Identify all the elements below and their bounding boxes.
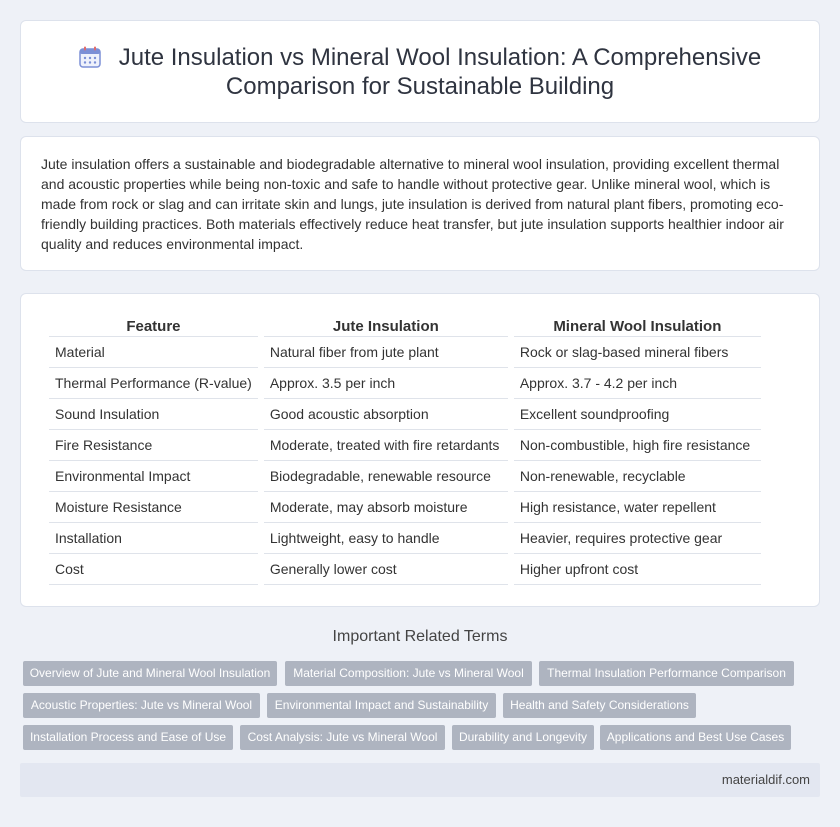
table-row	[49, 492, 761, 523]
mineral-wool-cell: Rock or slag-based mineral fibers	[514, 337, 761, 368]
table-header-row	[49, 315, 761, 337]
footer	[20, 763, 820, 797]
mineral-wool-cell: Approx. 3.7 - 4.2 per inch	[514, 368, 761, 399]
related-tag[interactable]: Durability and Longevity	[452, 725, 594, 750]
feature-cell: Moisture Resistance	[49, 492, 258, 523]
feature-cell: Sound Insulation	[49, 399, 258, 430]
jute-cell: Moderate, treated with fire retardants	[264, 430, 508, 461]
related-tag[interactable]: Thermal Insulation Performance Comparison	[539, 661, 794, 686]
related-tag[interactable]: Acoustic Properties: Jute vs Mineral Wool	[23, 693, 260, 718]
table-row	[49, 523, 761, 554]
footer-site[interactable]: materialdif.com	[721, 772, 810, 787]
feature-cell: Thermal Performance (R-value)	[49, 368, 258, 399]
feature-cell: Environmental Impact	[49, 461, 258, 492]
table-row	[49, 430, 761, 461]
related-tag[interactable]: Environmental Impact and Sustainability	[267, 693, 496, 718]
jute-cell: Generally lower cost	[264, 554, 508, 585]
table-row	[49, 337, 761, 368]
mineral-wool-cell: High resistance, water repellent	[514, 492, 761, 523]
feature-cell: Installation	[49, 523, 258, 554]
jute-cell: Approx. 3.5 per inch	[264, 368, 508, 399]
jute-cell: Biodegradable, renewable resource	[264, 461, 508, 492]
header-card	[20, 20, 820, 123]
mineral-wool-cell: Heavier, requires protective gear	[514, 523, 761, 554]
mineral-wool-cell: Higher upfront cost	[514, 554, 761, 585]
jute-cell: Moderate, may absorb moisture	[264, 492, 508, 523]
mineral-wool-cell: Non-renewable, recyclable	[514, 461, 761, 492]
table-row	[49, 368, 761, 399]
intro-text: Jute insulation offers a sustainable and biodegradable alternative to mineral wool insulation, providing excellent thermal and acoustic properties while being non-toxic and safe to handle without protective gear. Unlike mineral wool, which is made from rock or slag and can irritate skin and lungs, jute insulation is derived from natural plant fibers, promoting eco-friendly building practices. Both materials effectively reduce heat transfer, but jute insulation supports healthier indoor air quality and reduces environmental impact.	[41, 156, 784, 252]
page-title-wrap	[21, 43, 819, 101]
feature-cell: Material	[49, 337, 258, 368]
related-tag[interactable]: Applications and Best Use Cases	[600, 725, 791, 750]
related-tag[interactable]: Cost Analysis: Jute vs Mineral Wool	[240, 725, 445, 750]
jute-cell: Good acoustic absorption	[264, 399, 508, 430]
feature-cell: Cost	[49, 554, 258, 585]
mineral-wool-cell: Non-combustible, high fire resistance	[514, 430, 761, 461]
table-row	[49, 554, 761, 585]
related-tag[interactable]: Overview of Jute and Mineral Wool Insulation	[23, 661, 277, 686]
header-feature: Feature	[49, 315, 258, 337]
intro-card	[20, 136, 820, 271]
header-mineral-wool: Mineral Wool Insulation	[514, 315, 761, 337]
table-row	[49, 461, 761, 492]
related-terms-title: Important Related Terms	[332, 628, 508, 645]
calendar-icon	[79, 46, 101, 68]
comparison-table	[43, 315, 767, 585]
mineral-wool-cell: Excellent soundproofing	[514, 399, 761, 430]
table-row	[49, 399, 761, 430]
jute-cell: Natural fiber from jute plant	[264, 337, 508, 368]
header-jute: Jute Insulation	[264, 315, 508, 337]
feature-cell: Fire Resistance	[49, 430, 258, 461]
related-tag[interactable]: Health and Safety Considerations	[503, 693, 696, 718]
page-title: Jute Insulation vs Mineral Wool Insulation: A Comprehensive Comparison for Sustainable Building	[118, 44, 762, 100]
comparison-table-card	[20, 293, 820, 607]
jute-cell: Lightweight, easy to handle	[264, 523, 508, 554]
related-tag[interactable]: Installation Process and Ease of Use	[23, 725, 233, 750]
related-tag[interactable]: Material Composition: Jute vs Mineral Wool	[285, 661, 532, 686]
